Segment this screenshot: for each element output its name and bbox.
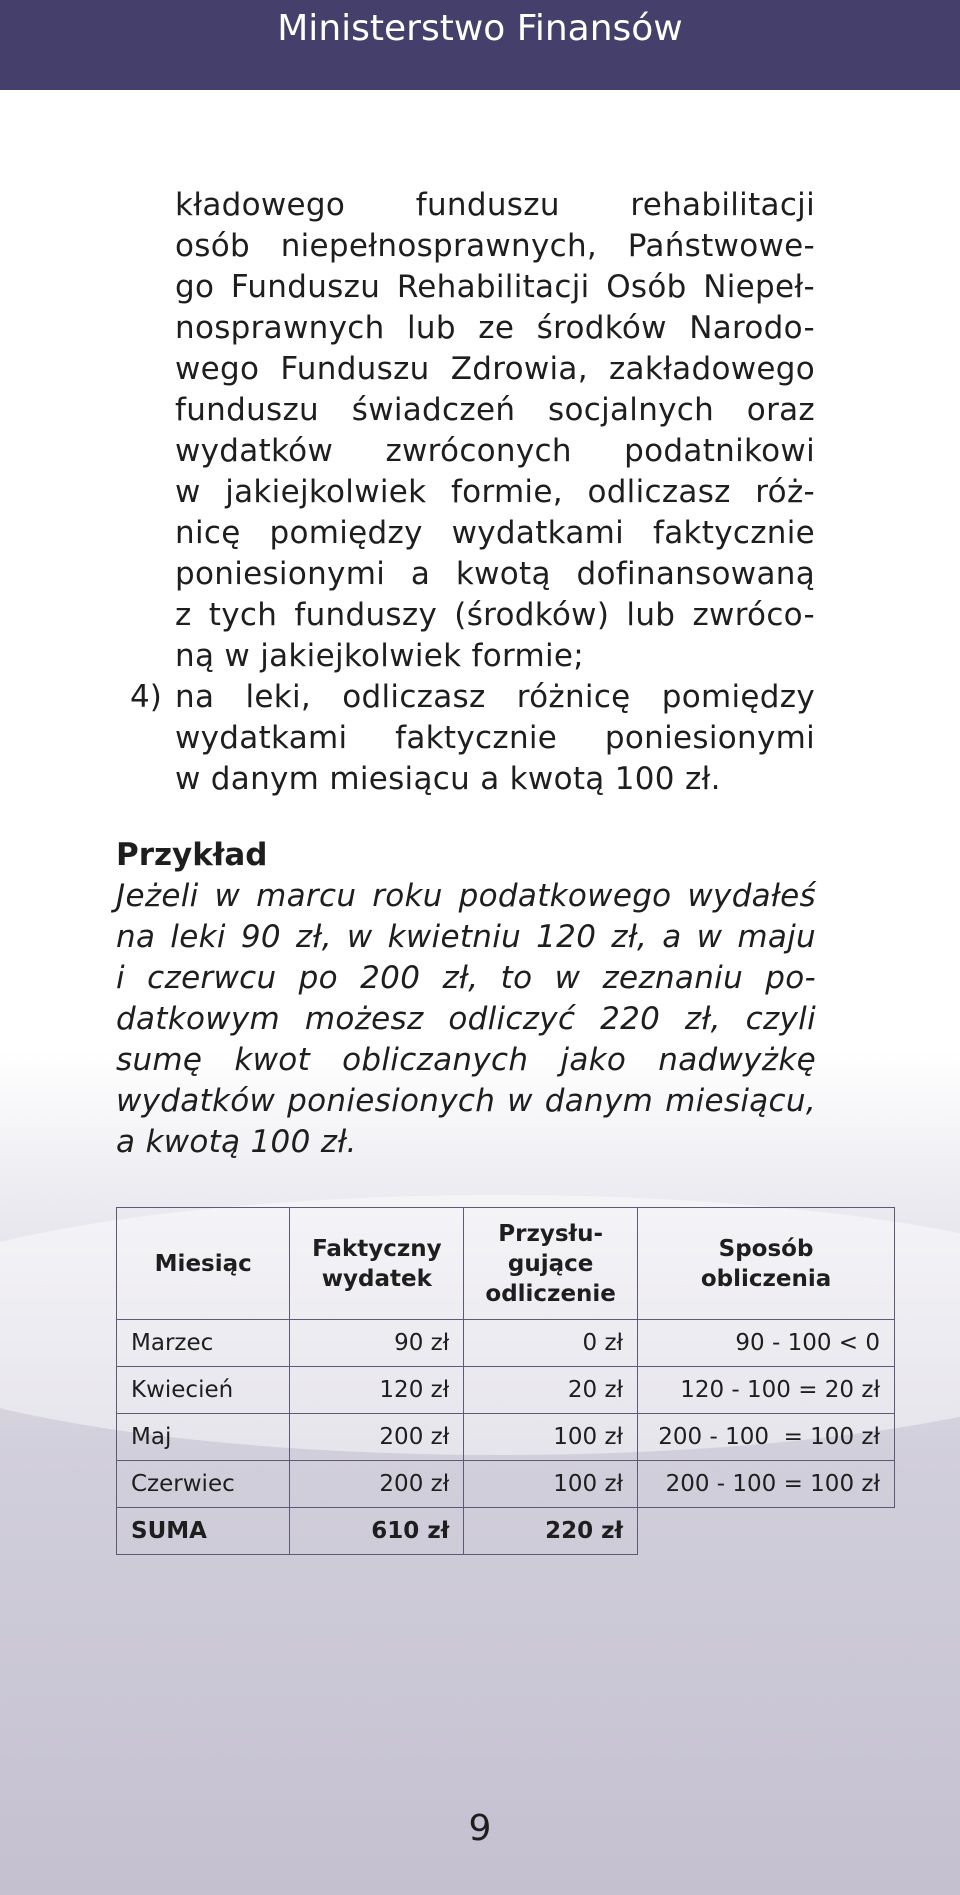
- body-line: funduszu świadczeń socjalnych oraz: [175, 392, 815, 428]
- header-deduction-line: Przysłu-: [498, 1220, 604, 1247]
- body-line: wydatków zwróconych podatnikowi: [175, 433, 815, 469]
- example-line: Jeżeli w marcu roku podatkowego wydałeś: [116, 878, 816, 914]
- cell-month: Czerwiec: [117, 1461, 290, 1508]
- header-title: Ministerstwo Finansów: [277, 8, 683, 49]
- table-header-row: [117, 1208, 895, 1320]
- header-expense-line: Faktyczny: [312, 1235, 442, 1262]
- example-text: [116, 876, 816, 1163]
- table-row: [117, 1320, 895, 1367]
- cell-method: 90 - 100 < 0: [638, 1320, 895, 1367]
- sum-deduction: 220 zł: [464, 1508, 638, 1555]
- example-line: wydatków poniesionych w danym miesiącu,: [116, 1083, 816, 1119]
- body-line: poniesionymi a kwotą dofinansowaną: [175, 556, 815, 592]
- body-line: ną w jakiejkolwiek formie;: [175, 638, 585, 674]
- table-row: [117, 1414, 895, 1461]
- cell-method: 200 - 100 = 100 zł: [638, 1414, 895, 1461]
- cell-month: Maj: [117, 1414, 290, 1461]
- table-sum-row: [117, 1508, 895, 1555]
- example-line: i czerwcu po 200 zł, to w zeznaniu po-: [116, 960, 816, 996]
- cell-method: 120 - 100 = 20 zł: [638, 1367, 895, 1414]
- sum-empty-cell: [638, 1508, 895, 1555]
- body-line: z tych funduszy (środków) lub zwróco-: [175, 597, 815, 633]
- body-paragraph: [175, 185, 815, 800]
- body-line: nosprawnych lub ze środków Narodo-: [175, 310, 815, 346]
- example-heading: Przykład: [116, 837, 268, 873]
- header-deduction: [464, 1208, 638, 1320]
- cell-deduction: 100 zł: [464, 1461, 638, 1508]
- deduction-table: [116, 1207, 895, 1555]
- cell-month: Kwiecień: [117, 1367, 290, 1414]
- cell-month: Marzec: [117, 1320, 290, 1367]
- body-line: kładowego funduszu rehabilitacji: [175, 187, 815, 223]
- header-deduction-line: gujące: [507, 1250, 594, 1277]
- cell-expense: 90 zł: [290, 1320, 464, 1367]
- cell-deduction: 20 zł: [464, 1367, 638, 1414]
- cell-method: 200 - 100 = 100 zł: [638, 1461, 895, 1508]
- example-line: sumę kwot obliczanych jako nadwyżkę: [116, 1042, 816, 1078]
- page-number: 9: [468, 1808, 492, 1849]
- body-line: go Funduszu Rehabilitacji Osób Niepeł-: [175, 269, 815, 305]
- sum-expense: 610 zł: [290, 1508, 464, 1555]
- list-item-number: 4): [130, 679, 162, 715]
- body-line: w jakiejkolwiek formie, odliczasz róż-: [175, 474, 815, 510]
- body-line: nicę pomiędzy wydatkami faktycznie: [175, 515, 815, 551]
- cell-expense: 200 zł: [290, 1461, 464, 1508]
- sum-label: SUMA: [117, 1508, 290, 1555]
- header-deduction-line: odliczenie: [485, 1280, 616, 1307]
- header-expense-line: wydatek: [321, 1265, 432, 1292]
- list-item-4-line: na leki, odliczasz różnicę pomiędzy: [175, 679, 815, 715]
- header-expense: [290, 1208, 464, 1320]
- example-line: a kwotą 100 zł.: [116, 1124, 357, 1160]
- list-item-4-line: w danym miesiącu a kwotą 100 zł.: [175, 761, 721, 797]
- body-line: osób niepełnosprawnych, Państwowe-: [175, 228, 815, 264]
- header-month: Miesiąc: [117, 1208, 290, 1320]
- header-method: Sposób obliczenia: [638, 1208, 895, 1320]
- cell-deduction: 100 zł: [464, 1414, 638, 1461]
- table-row: [117, 1461, 895, 1508]
- page-header: [0, 0, 960, 90]
- example-line: datkowym możesz odliczyć 220 zł, czyli: [116, 1001, 816, 1037]
- list-item-4-line: wydatkami faktycznie poniesionymi: [175, 720, 815, 756]
- example-line: na leki 90 zł, w kwietniu 120 zł, a w maju: [116, 919, 816, 955]
- body-line: wego Funduszu Zdrowia, zakładowego: [175, 351, 815, 387]
- cell-expense: 120 zł: [290, 1367, 464, 1414]
- table-row: [117, 1367, 895, 1414]
- cell-expense: 200 zł: [290, 1414, 464, 1461]
- cell-deduction: 0 zł: [464, 1320, 638, 1367]
